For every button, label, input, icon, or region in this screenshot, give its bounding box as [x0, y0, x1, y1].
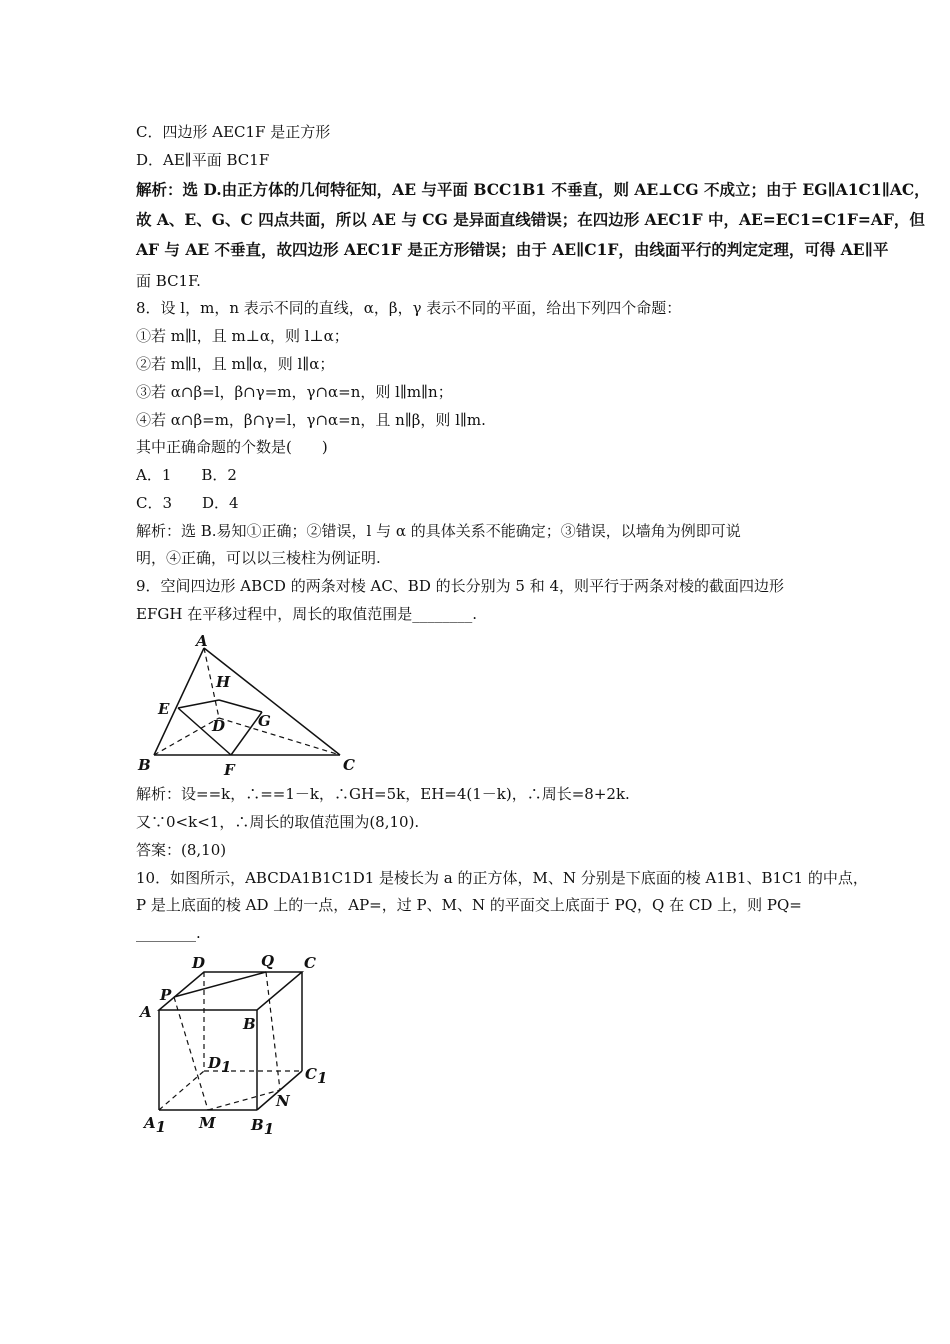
analysis-7-line-1: 解析：选 D.由正方体的几何特征知，AE 与平面 BCC1B1 不垂直，则 AE⊥CG 不成立；由于 EG∥A1C1∥AC， [136, 180, 930, 199]
label-c1: C1 [305, 1065, 328, 1087]
label-d: D [192, 954, 206, 972]
edge-hg [219, 700, 262, 712]
segment-pm [174, 997, 208, 1110]
segment-pq [174, 972, 266, 997]
label-d1: D1 [208, 1054, 232, 1076]
proposition-3: ③若 α∩β=l，β∩γ=m，γ∩α=n，则 l∥m∥n； [136, 383, 453, 401]
analysis-8-line-2: 明，④正确，可以以三棱柱为例证明. [136, 549, 381, 567]
label-p: P [160, 986, 172, 1004]
options-cd: C．3 D．4 [136, 494, 239, 512]
label-d: D [212, 717, 226, 735]
analysis-9-line-1: 解析：设==k，∴==1－k，∴GH=5k，EH=4(1－k)，∴周长=8+2k. [136, 785, 630, 803]
analysis-8-line-1: 解析：选 B.易知①正确；②错误，l 与 α 的具体关系不能确定；③错误，以墙角为例即可说 [136, 522, 741, 540]
proposition-4: ④若 α∩β=m，β∩γ=l，γ∩α=n，且 n∥β，则 l∥m. [136, 411, 486, 429]
edge-a1d1 [159, 1071, 204, 1110]
label-q: Q [261, 952, 275, 970]
analysis-9-line-2: 又∵0<k<1，∴周长的取值范围为(8,10). [136, 813, 420, 831]
analysis-7-line-3: AF 与 AE 不垂直，故四边形 AEC1F 是正方形错误；由于 AE∥C1F，由线面平行的判定定理，可得 AE∥平 [136, 240, 889, 259]
question-8-stem: 8．设 l，m，n 表示不同的直线，α，β，γ 表示不同的平面，给出下列四个命题： [136, 299, 682, 317]
label-g: G [258, 712, 271, 730]
analysis-7-line-2: 故 A、E、G、C 四点共面，所以 AE 与 CG 是异面直线错误；在四边形 AEC1F 中，AE=EC1=C1F=AF，但 [136, 210, 925, 229]
quadrilateral-figure [130, 630, 360, 780]
label-a1: A1 [144, 1114, 167, 1136]
proposition-1: ①若 m∥l，且 m⊥α，则 l⊥α； [136, 327, 349, 345]
segment-qn [266, 972, 280, 1090]
label-f: F [224, 761, 235, 779]
label-m: M [199, 1114, 216, 1132]
label-h: H [216, 673, 231, 691]
question-10-line-2: P 是上底面的棱 AD 上的一点，AP=，过 P、M、N 的平面交上底面于 PQ，Q 在 CD 上，则 PQ= [136, 896, 802, 914]
label-b: B [138, 756, 151, 774]
question-9-line-1: 9．空间四边形 ABCD 的两条对棱 AC、BD 的长分别为 5 和 4，则平行于两条对棱的截面四边形 [136, 577, 785, 595]
edge-dc [219, 718, 340, 755]
option-c: C．四边形 AEC1F 是正方形 [136, 123, 331, 141]
question-8-ask: 其中正确命题的个数是( ) [136, 438, 328, 456]
label-b: B [243, 1015, 256, 1033]
option-d: D．AE∥平面 BC1F [136, 151, 270, 169]
question-10-line-3: ________. [136, 924, 201, 942]
question-10-line-1: 10．如图所示，ABCDA1B1C1D1 是棱长为 a 的正方体，M、N 分别是下底面的棱 A1B1、B1C1 的中点， [136, 869, 868, 887]
cube-figure [130, 948, 340, 1138]
proposition-2: ②若 m∥l，且 m∥α，则 l∥α； [136, 355, 335, 373]
analysis-7-line-4: 面 BC1F. [136, 272, 201, 290]
label-e: E [158, 700, 170, 718]
answer-9: 答案：(8,10) [136, 841, 227, 859]
edge-eh [178, 700, 219, 708]
label-a: A [196, 632, 208, 650]
label-c: C [343, 756, 355, 774]
question-9-line-2: EFGH 在平移过程中，周长的取值范围是________. [136, 605, 477, 623]
label-a: A [140, 1003, 152, 1021]
options-ab: A．1 B．2 [136, 466, 237, 484]
label-b1: B1 [251, 1116, 275, 1138]
label-c: C [304, 954, 316, 972]
label-n: N [276, 1092, 290, 1110]
top-face [159, 972, 302, 1010]
